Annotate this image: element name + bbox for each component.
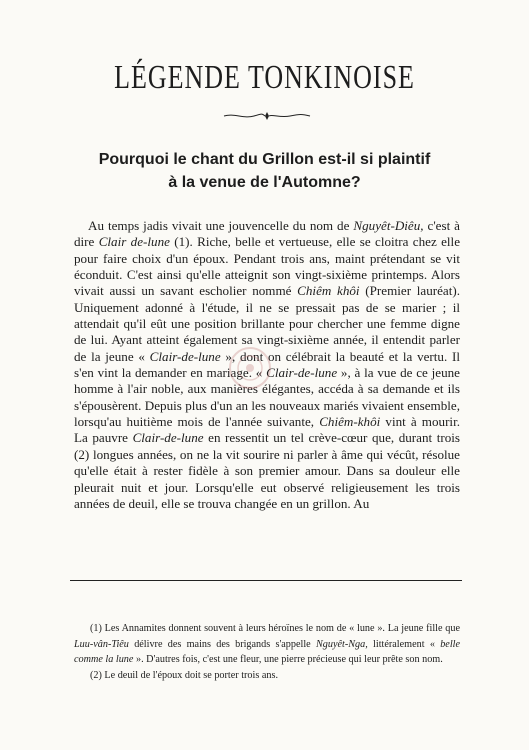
footnotes	[74, 621, 460, 683]
body-text-run: », dont on célébrait la beauté et la vertu. Il s'en vint la demander en mariage. «	[74, 348, 460, 381]
body-italic-run: Nguyêt-Diêu,	[353, 218, 424, 233]
body-italic-run: Clair-de-lune	[266, 365, 338, 381]
footnote-separator	[70, 580, 462, 581]
body-italic-run: Chiêm-khôi	[319, 414, 381, 430]
page-title: LÉGENDE TONKINOISE	[114, 58, 415, 96]
footnote-italic-run: Nguyêt-Nga,	[315, 638, 368, 650]
body-text-run: (Premier lauréat). Uniquement adonné à l'étude, il ne se pressait pas de se marier ; il attendait qu'il eût une position brillante pour chercher une femme digne de lui. Ayant atteint également sa vingt-sixième année, il entendit parler de la jeune «	[74, 283, 460, 364]
body-text-run: vint à mourir. La pauvre	[74, 414, 460, 446]
body-text-run: en ressentit un tel crève-cœur que, durant trois (2) longues années, on ne la vit sourire ni parler à âme qui vécût, résolue qu'elle était à rester fidèle à son premier amour. Dans sa douleur elle pleurait nuit et jour. Lorsqu'elle eut observé religieusement les trois années de deuil, elle se trouva changée en un grillon. Au	[74, 430, 461, 511]
body-text-run: c'est à dire	[74, 218, 460, 250]
body-italic-run: Chiêm khôi	[297, 283, 360, 299]
body-italic-run: Clair-de-lune	[132, 430, 204, 446]
footnote-text-run: (2) Le deuil de l'époux doit se porter trois ans.	[90, 669, 278, 681]
footnote-italic-run: Luu-vân-Tiêu	[74, 638, 129, 650]
library-stamp-icon	[226, 344, 274, 392]
footnote-text-run: littéralement «	[367, 638, 441, 650]
footnote-text-run: (1) Les Annamites donnent souvent à leurs héroïnes le nom de « lune ». La jeune fille que	[90, 623, 460, 634]
ornament-divider-icon	[222, 111, 312, 121]
footnote-text-run: délivre des mains des brigands s'appelle	[128, 638, 316, 650]
body-text-run: », à la vue de ce jeune homme à l'air noble, aux manières élégantes, accéda à sa demande et ils s'épousèrent. Depuis plus d'un an les nouveaux mariés vivaient ensemble, lorsqu'au huitième mois de l'année suivante,	[74, 365, 460, 430]
body-text-run: (1). Riche, belle et vertueuse, elle se cloitra chez elle pour faire choix d'un époux. Pendant trois ans, maint prétendant se vit éconduit. C'est ainsi qu'elle atteignit son vingt-sixième printemps. Alors vivait aussi un savant escholier nommé	[74, 234, 461, 299]
body-italic-run: Clair-de-lune	[149, 348, 221, 364]
subtitle-line-2: à la venue de l'Automne?	[168, 174, 361, 191]
footnote-1	[74, 621, 460, 668]
body-italic-run: Clair de-lune	[98, 234, 170, 250]
footnote-2	[74, 668, 460, 684]
footnote-text-run: ». D'autres fois, c'est une fleur, une pierre précieuse qui leur prête son nom.	[133, 654, 443, 665]
body-text-run: Au temps jadis vivait une jouvencelle du nom de	[88, 218, 354, 233]
subtitle-line-1: Pourquoi le chant du Grillon est-il si plaintif	[98, 151, 431, 168]
footnote-italic-run: belle comme la lune	[74, 638, 461, 665]
